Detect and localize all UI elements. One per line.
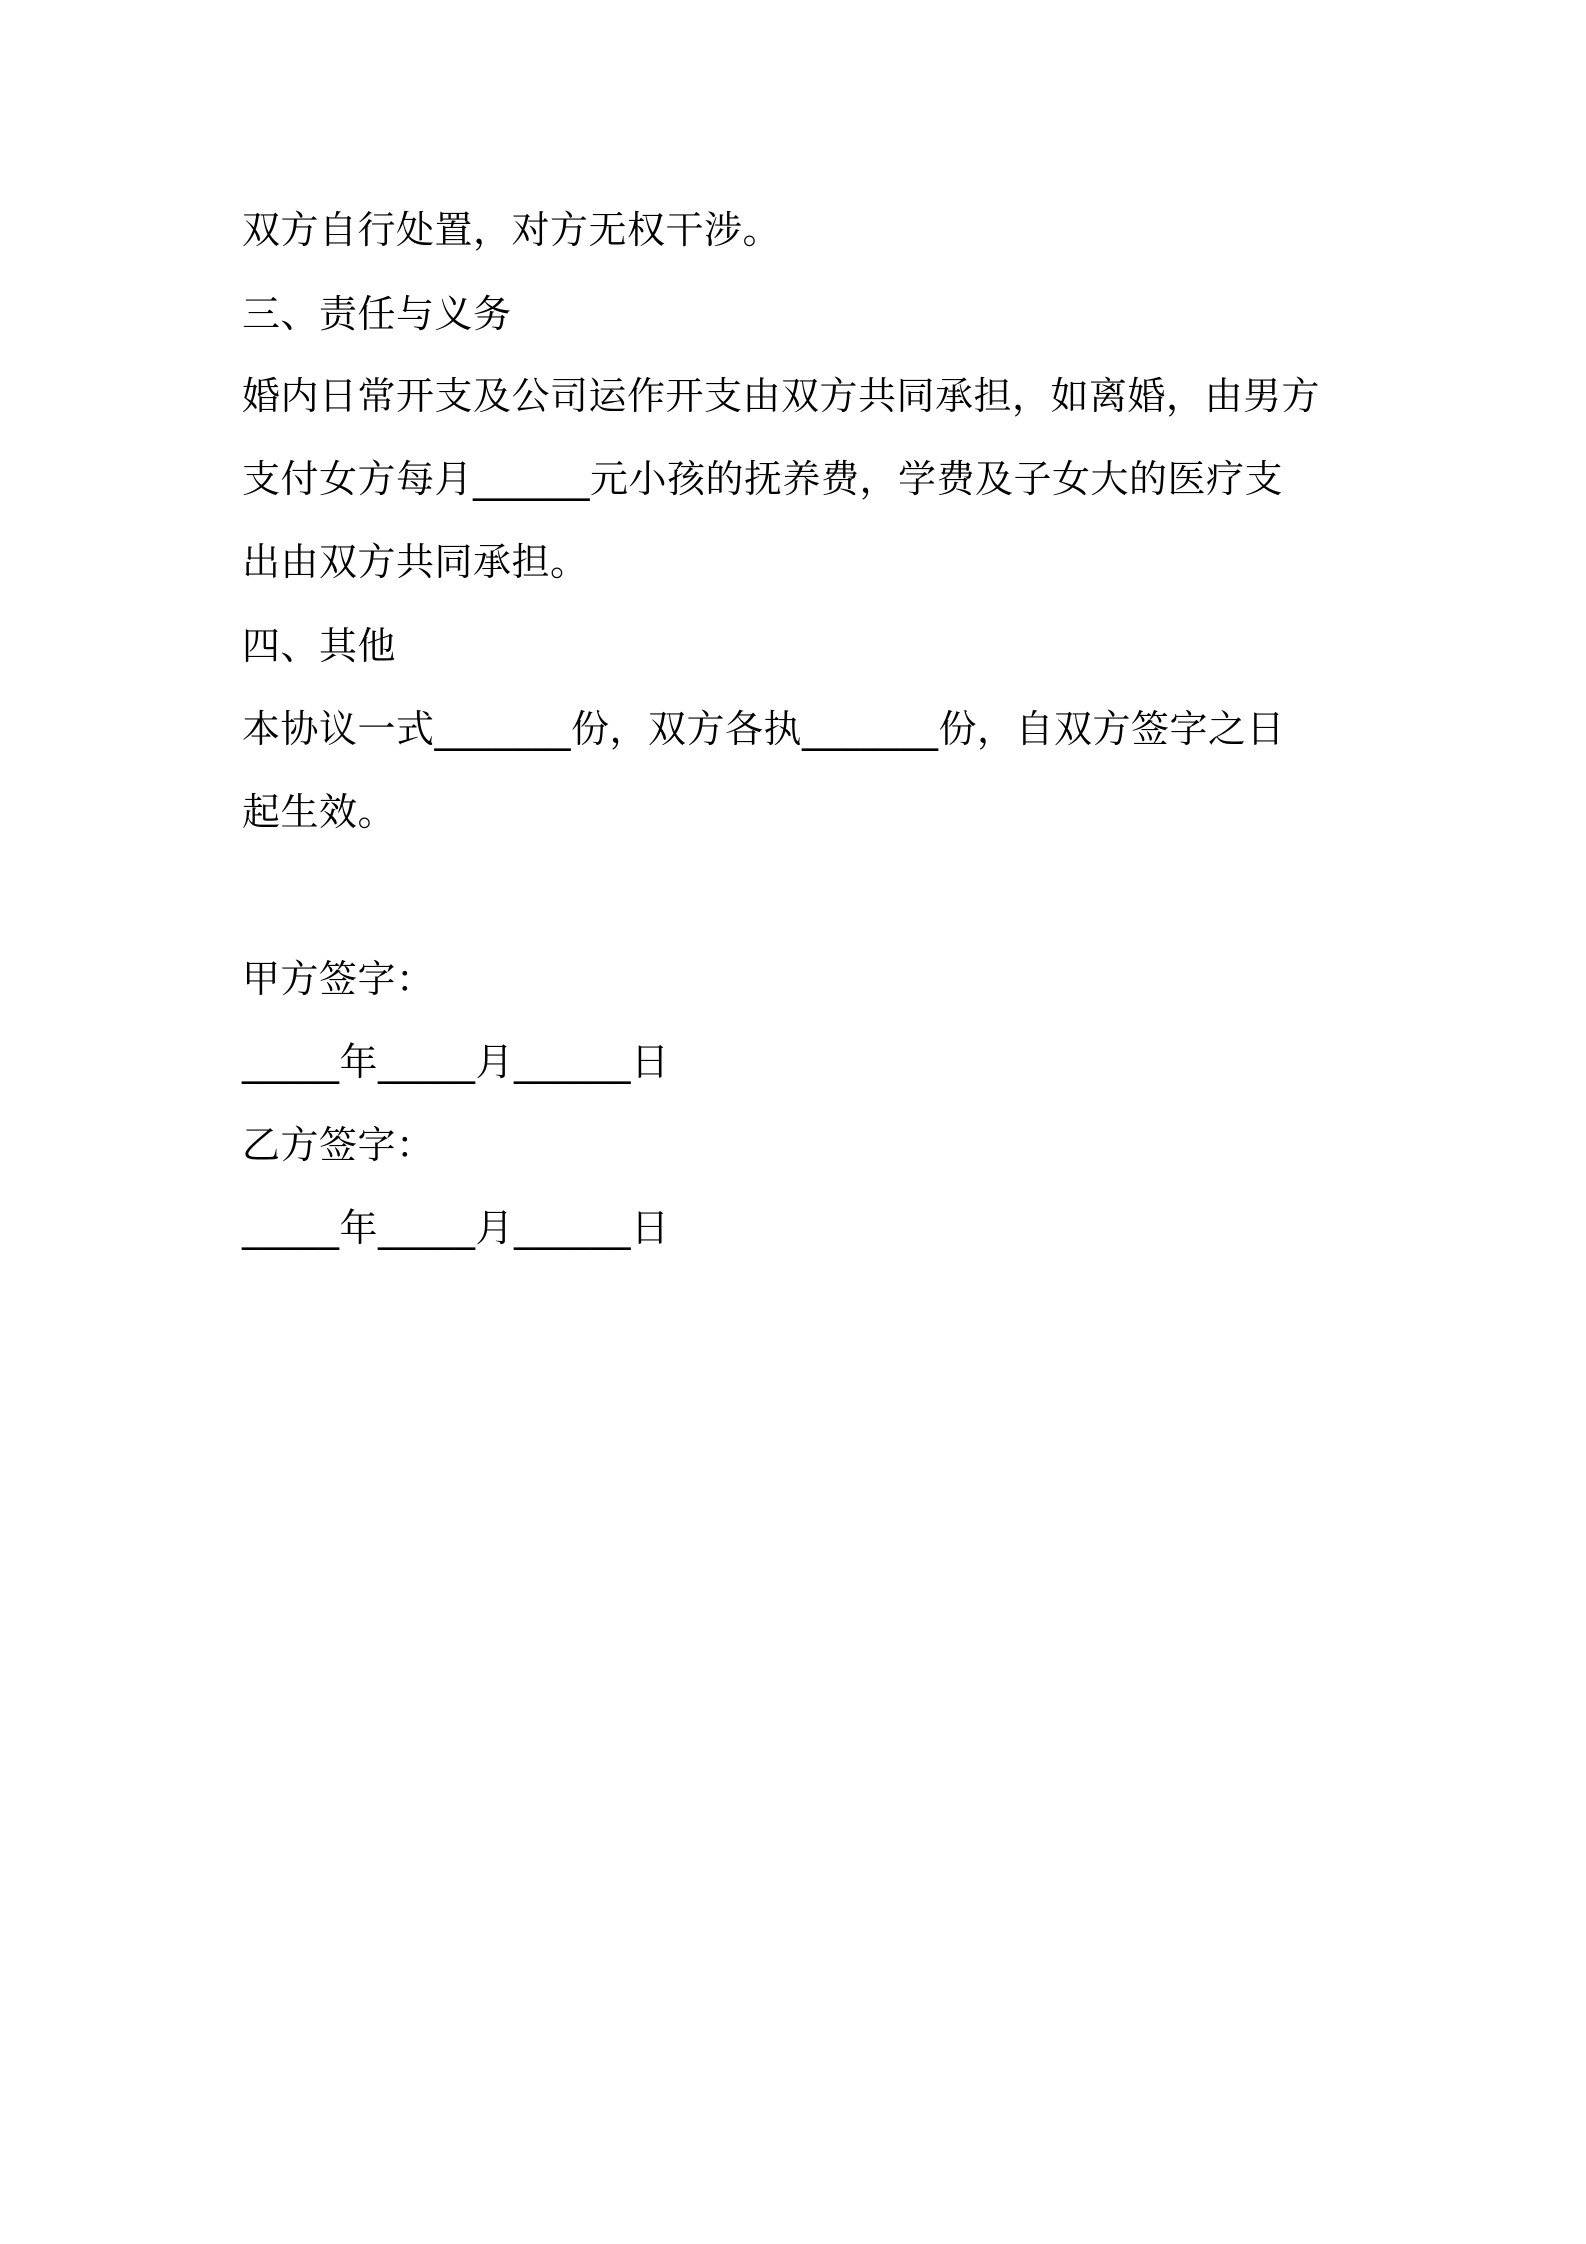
- party-a-date-line: _____年_____月______日: [242, 1040, 670, 1084]
- party-b-date-line: _____年_____月______日: [242, 1206, 670, 1250]
- party-a-signature-label: 甲方签字：: [242, 957, 435, 1001]
- party-b-signature-label: 乙方签字：: [242, 1123, 435, 1167]
- section-heading-other: 四、其他: [242, 624, 397, 668]
- paragraph-line-disposal: 双方自行处置，对方无权干涉。: [242, 208, 782, 252]
- paragraph-line-copies-1: 本协议一式_______份，双方各执_______份，自双方签字之日: [242, 707, 1286, 751]
- paragraph-line-copies-2: 起生效。: [242, 790, 397, 834]
- paragraph-line-expenses-3: 出由双方共同承担。: [242, 540, 589, 584]
- paragraph-line-expenses-1: 婚内日常开支及公司运作开支由双方共同承担，如离婚，由男方: [242, 374, 1321, 418]
- paragraph-line-expenses-2: 支付女方每月______元小孩的抚养费，学费及子女大的医疗支: [242, 457, 1284, 501]
- section-heading-responsibilities: 三、责任与义务: [242, 292, 512, 336]
